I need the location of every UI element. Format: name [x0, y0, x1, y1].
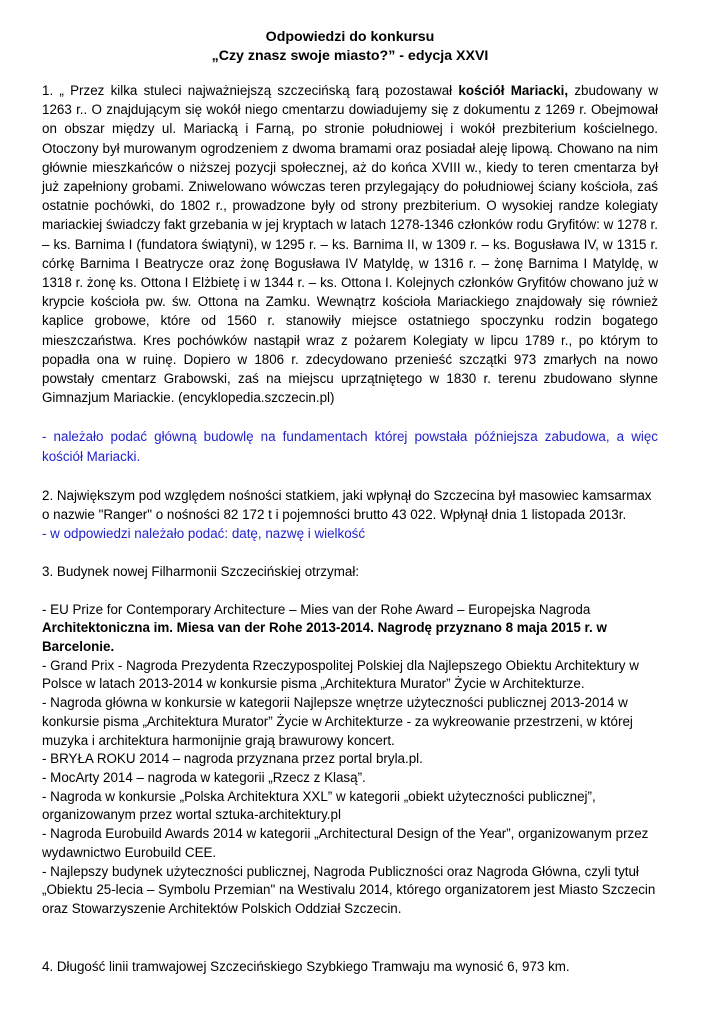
answer-2-paragraph: 2. Największym pod względem nośności statkiem, jaki wpłynął do Szczecina był masowiec kamsarmax o nazwie "Ranger" o nośności 82 172 t i pojemności brutto 43 022. Wpłynął dnia 1 listopada 2013r.: [42, 487, 652, 523]
document-page: [42, 28, 658, 976]
award-item: - Grand Prix - Nagroda Prezydenta Rzeczypospolitej Polskiej dla Najlepszego Obiektu Architektury w Polsce w latach 2013-2014 w konkursie pisma „Architektura Murator” Życie w Architekturze.: [42, 657, 639, 692]
award-item: - Najlepszy budynek użyteczności publicznej, Nagroda Publiczności oraz Nagroda Główna, czyli tytuł „Obiektu 25-lecia – Symbolu Przemian" na Westivalu 2014, którego organizatorem jest Miasto Szczecin oraz Stowarzyszenie Architektów Polskich Oddział Szczecin.: [42, 863, 656, 916]
award-1-bold: Architektoniczna im. Miesa van der Rohe 2013-2014. Nagrodę przyznano 8 maja 2015 r. w Barcelonie.: [42, 620, 607, 655]
answer-3-awards-list: [42, 601, 658, 919]
answer-1-paragraph: [42, 81, 658, 407]
award-item: - Nagroda Eurobuild Awards 2014 w kategorii „Architectural Design of the Year”, organizowanym przez wydawnictwo Eurobuild CEE.: [42, 826, 649, 860]
award-item: - BRYŁA ROKU 2014 – nagroda przyznana przez portal bryla.pl.: [42, 751, 423, 767]
answer-1-text: zbudowany w 1263 r.. O znajdującym się wokół niego cmentarzu dowiadujemy się z dokumentu z 1269 r. Obejmował on obszar między ul. Mariacką i Farną, po stronie południowej i wokół prezbiterium kościelnego. Otoczony był murowanym ogrodzeniem z dwoma bramami oraz posiadał aleję lipową. Chowano na nim głównie mieszkańców o niższej pozycji społecznej, aż do końca XVIII w., kiedy to teren cmentarza był już zapełniony grobami. Zniwelowano wówczas teren przylegający do południowej ściany kościoła, zaś ostatnie pochówki, do 1802 r., prowadzone były od strony prezbiterium. O wysokiej randze kolegiaty mariackiej świadczy fakt grzebania w jej kryptach w latach 1278-1346 członków rodu Gryfitów: w 1278 r. – ks. Barnima I (fundatora świątyni), w 1295 r. – ks. Barnima II, w 1309 r. – ks. Bogusława IV, w 1315 r. córkę Barnima I Beatrycze oraz żonę Bogusława IV Matyldę, w 1316 r. – żonę Barnima I Matyldę, w 1318 r. żonę ks. Ottona I Elżbietę i w 1344 r. – ks. Ottona I. Kolejnych członków Gryfitów chowano już w krypcie kościoła pw. św. Ottona na Zamku. Wewnątrz kościoła Mariackiego znajdowały się również kaplice grobowe, które od 1560 r. stanowiły miejsce ostatniego spoczynku rodzin bogatego mieszczaństwa. Kres pochówków nastąpił wraz z pożarem Kolegiaty w lipcu 1789 r., po którym to popadła ona w ruinę. Dopiero w 1806 r. zdecydowano przenieść szczątki 973 zmarłych na nowo powstały cmentarz Grabowski, zaś na miejscu uprzątniętego w 1830 r. terenu zbudowano słynne Gimnazjum Mariackie. (encyklopedia.szczecin.pl): [42, 83, 658, 406]
answer-3-intro: 3. Budynek nowej Filharmonii Szczecińskiej otrzymał:: [42, 564, 360, 580]
award-item: - Nagroda w konkursie „Polska Architektura XXL” w kategorii „obiekt użyteczności publicznej”, organizowanym przez wortal sztuka-architektury.pl: [42, 788, 596, 823]
answer-1-prefix: 1. „ Przez kilka stuleci najważniejszą szczecińską farą pozostawał: [42, 83, 459, 98]
award-item: [42, 601, 658, 657]
award-item: - MocArty 2014 – nagroda w kategorii „Rzecz z Klasą”.: [42, 770, 366, 785]
answer-2-note: - w odpowiedzi należało podać: datę, nazwę i wielkość: [42, 526, 366, 542]
answer-4-paragraph: 4. Długość linii tramwajowej Szczecińskiego Szybkiego Tramwaju ma wynosić 6, 973 km.: [42, 958, 570, 974]
award-1-text: - EU Prize for Contemporary Architecture – Mies van der Rohe Award – Europejska Nagroda: [42, 601, 591, 617]
title-line-1: Odpowiedzi do konkursu: [265, 29, 435, 45]
document-title: [42, 28, 658, 66]
answer-1-note: - należało podać główną budowlę na fundamentach której powstała późniejsza zabudowa, a więc kościół Mariacki.: [42, 429, 658, 464]
award-item: - Nagroda główna w konkursie w kategorii Najlepsze wnętrze użyteczności publicznej 2013-2014 w konkursie pisma „Architektura Murator” Życie w Architekturze - za wykreowanie przestrzeni, w której muzyka i architektura harmonijnie grają brawurowy koncert.: [42, 695, 633, 748]
answer-1-bold: kościół Mariacki,: [458, 83, 569, 98]
title-line-2: „Czy znasz swoje miasto?” - edycja XXVI: [211, 48, 489, 64]
